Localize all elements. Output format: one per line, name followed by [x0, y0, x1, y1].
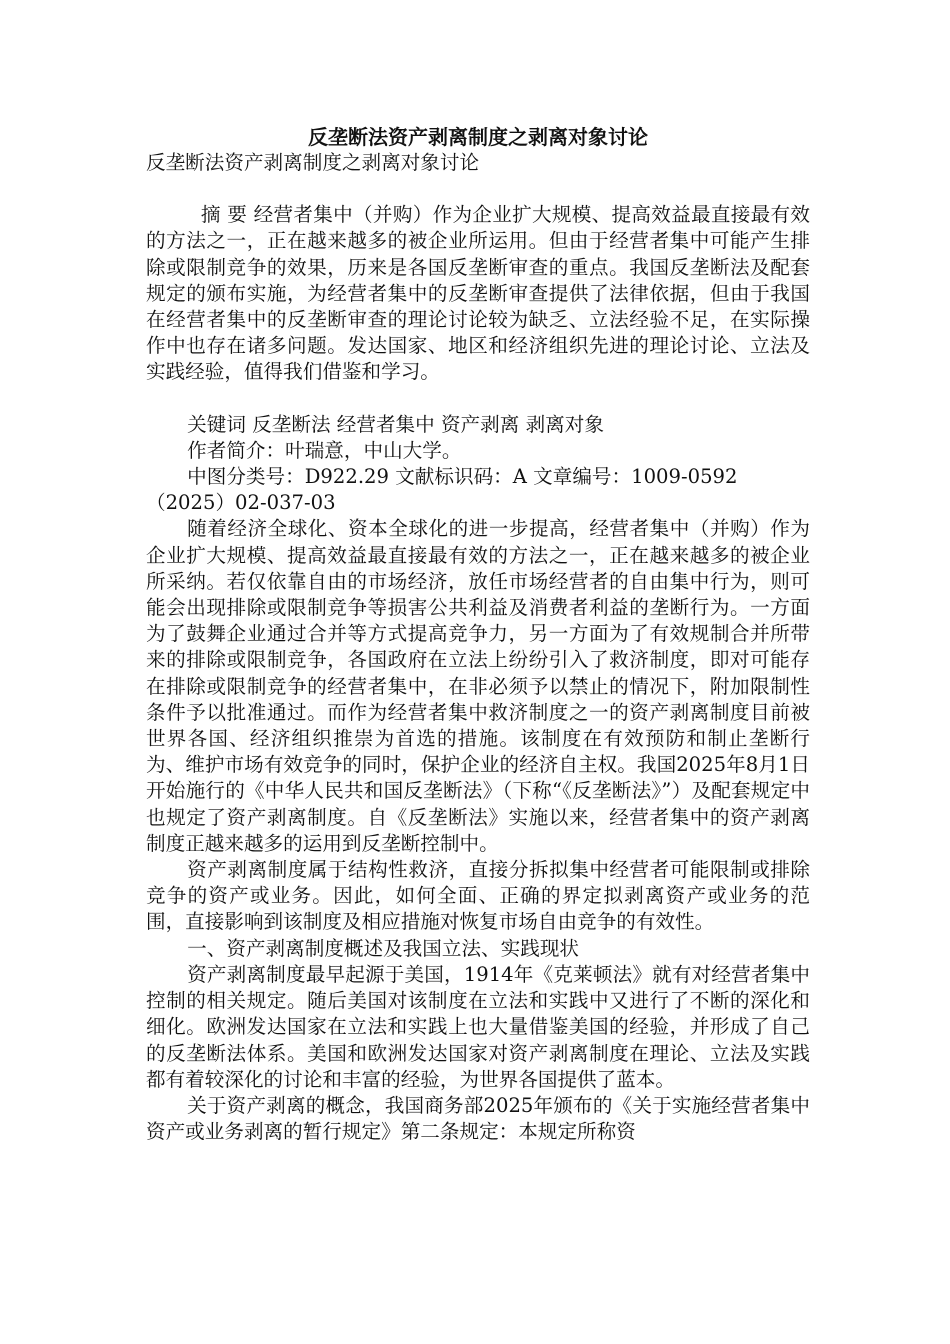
- spacer: [146, 386, 810, 412]
- section-heading: 一、资产剥离制度概述及我国立法、实践现状: [187, 936, 580, 960]
- keywords-line: 关键词 反垄断法 经营者集中 资产剥离 剥离对象: [187, 412, 604, 436]
- classification-line: 中图分类号：D922.29 文献标识码：A 文章编号：1009-0592（2025）02-037-03: [146, 465, 738, 515]
- spacer: [146, 176, 810, 202]
- body-paragraph: 资产剥离制度最早起源于美国，1914年《克莱顿法》就有对经营者集中控制的相关规定。随后美国对该制度在立法和实践中又进行了不断的深化和细化。欧洲发达国家在立法和实践上也大量借鉴美国的经验，并形成了自己的反垄断法体系。美国和欧洲发达国家对资产剥离制度在理论、立法及实践都有着较深化的讨论和丰富的经验，为世界各国提供了蓝本。: [146, 962, 810, 1091]
- body-paragraph: 资产剥离制度属于结构性救济，直接分拆拟集中经营者可能限制或排除竞争的资产或业务。因此，如何全面、正确的界定拟剥离资产或业务的范围，直接影响到该制度及相应措施对恢复市场自由竞争的有效性。: [146, 858, 810, 934]
- body-paragraph: 随着经济全球化、资本全球化的进一步提高，经营者集中（并购）作为企业扩大规模、提高效益最直接最有效的方法之一，正在越来越多的被企业所采纳。若仅依靠自由的市场经济，放任市场经营者的自由集中行为，则可能会出现排除或限制竞争等损害公共利益及消费者利益的垄断行为。一方面为了鼓舞企业通过合并等方式提高竞争力，另一方面为了有效规制合并所带来的排除或限制竞争，各国政府在立法上纷纷引入了救济制度，即对可能存在排除或限制竞争的经营者集中，在非必须予以禁止的情况下，附加限制性条件予以批准通过。而作为经营者集中救济制度之一的资产剥离制度目前被世界各国、经济组织推崇为首选的措施。该制度在有效预防和制止垄断行为、维护市场有效竞争的同时，保护企业的经济自主权。我国2025年8月1日开始施行的《中华人民共和国反垄断法》（下称“《反垄断法》”）及配套规定中也规定了资产剥离制度。自《反垄断法》实施以来，经营者集中的资产剥离制度正越来越多的运用到反垄断控制中。: [146, 517, 810, 855]
- author-line: 作者简介：叶瑞意，中山大学。: [187, 438, 462, 462]
- document-title: 反垄断法资产剥离制度之剥离对象讨论: [308, 125, 648, 149]
- body-paragraph: 关于资产剥离的概念，我国商务部2025年颁布的《关于实施经营者集中资产或业务剥离的暂行规定》第二条规定：本规定所称资: [146, 1093, 810, 1144]
- abstract-paragraph: 摘 要 经营者集中（并购）作为企业扩大规模、提高效益最直接最有效的方法之一，正在越来越多的被企业所运用。但由于经营者集中可能产生排除或限制竞争的效果，历来是各国反垄断审查的重点。我国反垄断法及配套规定的颁布实施，为经营者集中的反垄断审查提供了法律依据，但由于我国在经营者集中的反垄断审查的理论讨论较为缺乏、立法经验不足，在实际操作中也存在诸多问题。发达国家、地区和经济组织先进的理论讨论、立法及实践经验，值得我们借鉴和学习。: [146, 203, 810, 384]
- document-subtitle: 反垄断法资产剥离制度之剥离对象讨论: [146, 151, 480, 174]
